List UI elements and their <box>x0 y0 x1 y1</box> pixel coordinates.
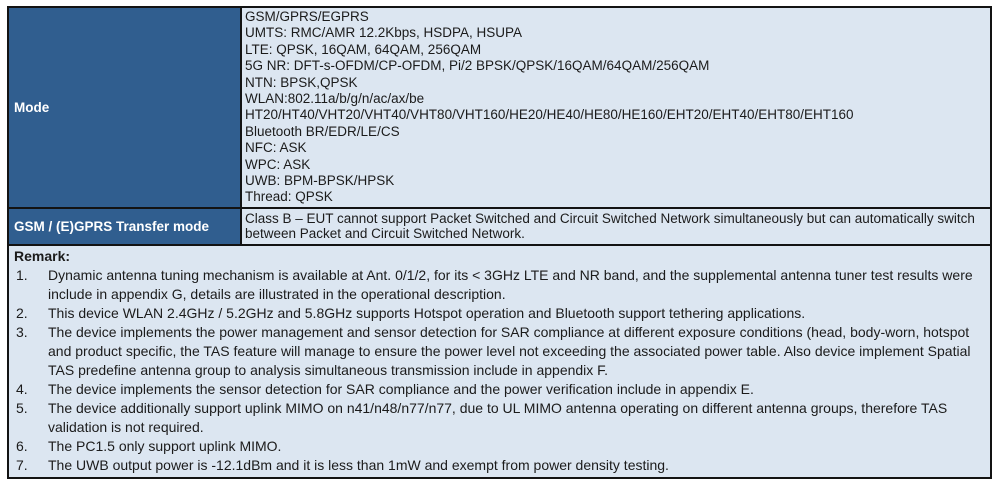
remark-item <box>14 399 984 437</box>
remark-item-number: 2. <box>16 304 28 321</box>
mode-line: Thread: QPSK <box>245 189 333 205</box>
transfer-mode-row <box>9 209 990 246</box>
remark-item-text: The device additionally support uplink MIMO on n41/n48/n77/n77, due to UL MIMO antenna operating on different antenna groups, therefore TAS validation is not required. <box>48 399 948 435</box>
mode-line: UMTS: RMC/AMR 12.2Kbps, HSDPA, HSUPA <box>245 25 523 41</box>
remark-item <box>14 266 984 304</box>
remark-item-text: This device WLAN 2.4GHz / 5.2GHz and 5.8GHz supports Hotspot operation and Bluetooth support tethering applications. <box>48 304 806 321</box>
mode-line: 5G NR: DFT-s-OFDM/CP-OFDM, Pi/2 BPSK/QPSK/16QAM/64QAM/256QAM <box>245 58 710 74</box>
remark-item-text: The device implements the sensor detection for SAR compliance and the power verification include in appendix E. <box>48 380 754 397</box>
mode-line: LTE: QPSK, 16QAM, 64QAM, 256QAM <box>245 41 482 57</box>
remark-item-text: Dynamic antenna tuning mechanism is available at Ant. 0/1/2, for its < 3GHz LTE and NR band, and the supplemental antenna tuner test results were include in appendix G, details are illustrated in the operational description. <box>48 266 973 302</box>
mode-row <box>9 8 990 209</box>
mode-line: NTN: BPSK,QPSK <box>245 74 358 90</box>
mode-line: HT20/HT40/VHT20/VHT40/VHT80/VHT160/HE20/HE40/HE80/HE160/EHT20/EHT40/EHT80/EHT160 <box>245 107 854 123</box>
transfer-mode-label-cell: GSM / (E)GPRS Transfer mode <box>9 209 242 244</box>
mode-line: NFC: ASK <box>245 140 307 156</box>
mode-line: WLAN:802.11a/b/g/n/ac/ax/be <box>245 91 425 107</box>
remark-item <box>14 304 984 323</box>
remark-item-number: 4. <box>16 380 28 397</box>
remark-item-text: The UWB output power is -12.1dBm and it is less than 1mW and exempt from power density testing. <box>48 456 669 473</box>
remark-item-number: 1. <box>16 266 28 283</box>
transfer-mode-value-cell: Class B – EUT cannot support Packet Switched and Circuit Switched Network simultaneously but can automatically switch between Packet and Circuit Switched Network. <box>242 209 990 244</box>
mode-value-cell <box>242 8 990 207</box>
mode-line: Bluetooth BR/EDR/LE/CS <box>245 123 400 139</box>
mode-label-cell: Mode <box>9 8 242 207</box>
remark-title: Remark: <box>14 247 71 264</box>
remark-item <box>14 437 984 456</box>
mode-line: UWB: BPM-BPSK/HPSK <box>245 173 395 189</box>
remark-item-number: 6. <box>16 437 28 454</box>
remark-item-text: The PC1.5 only support uplink MIMO. <box>48 437 282 454</box>
mode-line: GSM/GPRS/EGPRS <box>245 9 369 24</box>
remark-item-number: 7. <box>16 456 28 473</box>
mode-line: WPC: ASK <box>245 156 311 172</box>
remark-item-number: 3. <box>16 323 28 340</box>
spec-table <box>7 6 992 479</box>
remark-item <box>14 323 984 380</box>
remark-item-number: 5. <box>16 399 28 416</box>
remark-section <box>9 246 990 477</box>
remark-item <box>14 456 984 475</box>
remark-item-text: The device implements the power management and sensor detection for SAR compliance at different exposure conditions (head, body-worn, hotspot and product specific, the TAS feature will manage to ensure the power level not exceeding the associated power table. Also device implement Spatial TAS predefine antenna group to analysis simultaneous transmission include in appendix F. <box>48 323 971 378</box>
remark-item <box>14 380 984 399</box>
